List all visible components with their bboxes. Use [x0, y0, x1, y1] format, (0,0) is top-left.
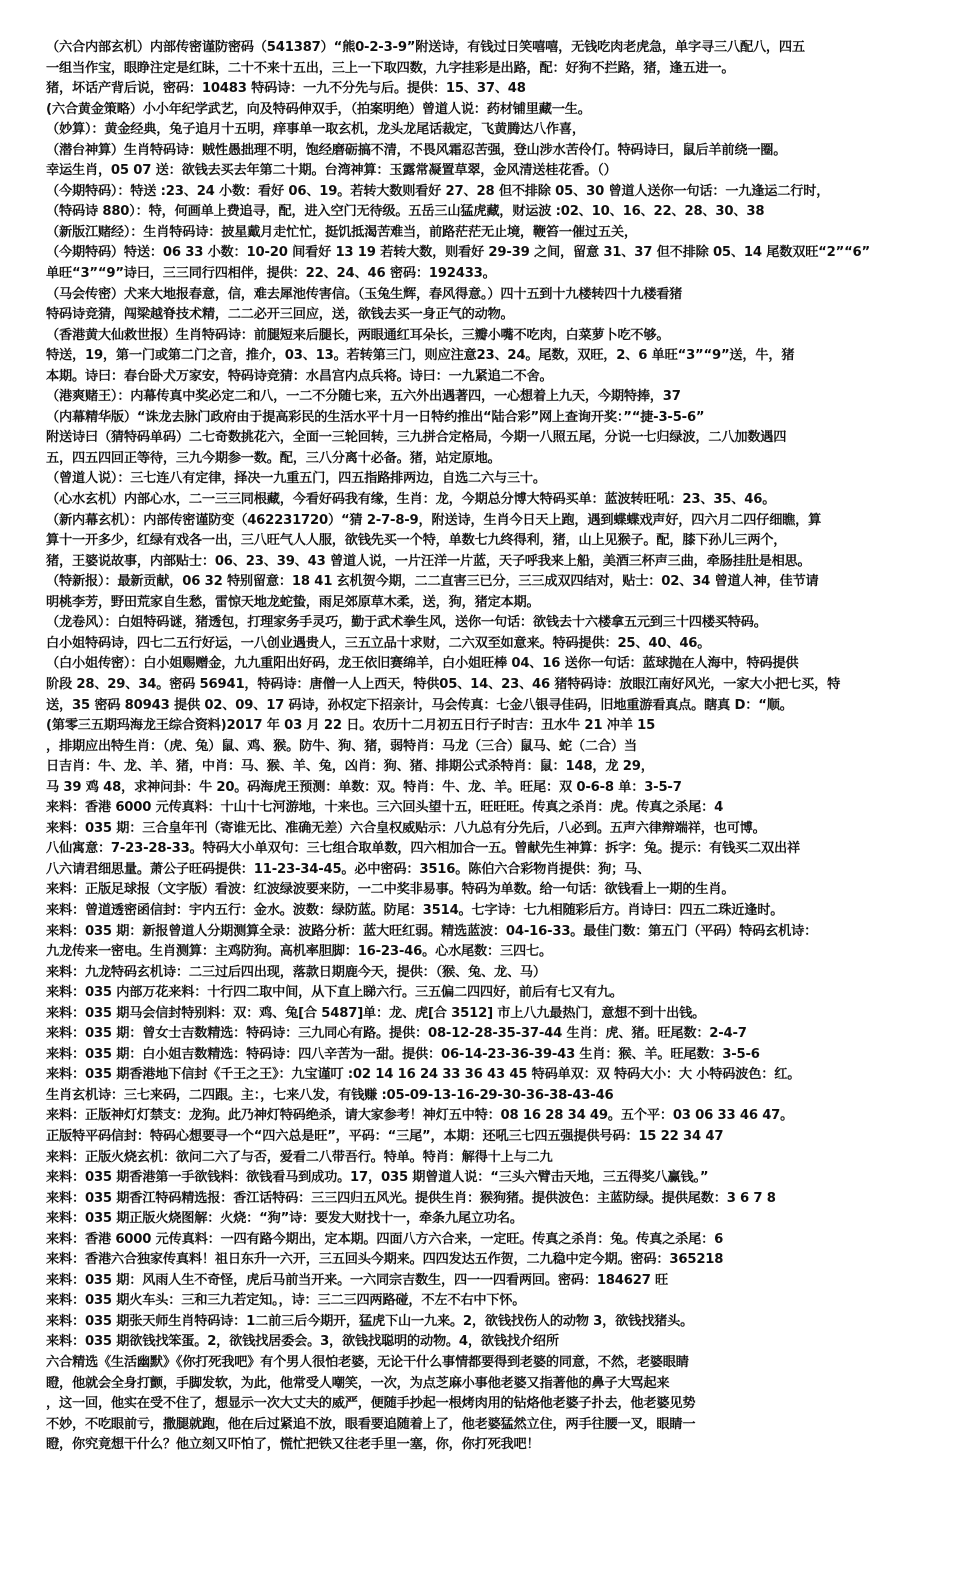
text-line: （今期特码）特送：06 33 小数：10-20 间看好 13 19 若转大数，则看好 29-39 之间，留意 31、37 但不排除 05、14 尾数双旺“2”“6”	[46, 245, 871, 261]
text-line: 来料：香港 6000 元传真料：十山十七河游地，十来也。三六回头望十五，旺旺旺。传真之杀肖：虎。传真之杀尾：4	[46, 800, 724, 816]
text-line: 来料：035 期马会信封特别料：双：鸡、兔[合 5487]单：龙、虎[合 3512] 市上八九最热门，意想不到十出钱。	[46, 1005, 706, 1021]
text-line: （马会传密）犬来大地报春意，信，难去犀池传害信。（玉兔生辉，春风得意。）四十五到十九楼转四十九楼看猪	[46, 286, 683, 302]
text-line: 白小姐特码诗，四七二五行好运，一八创业遇贵人，三五立品十求财，二六双至如意来。特码提供：25、40、46。	[46, 635, 711, 651]
text-line: 特送，19，第一门或第二门之音，推介，03、13。若转第三门，则应注意23、24。尾数，双旺，2、6 单旺“3”“9”送，牛，猪	[46, 348, 795, 364]
text-line: 来料：香港六合独家传真料！祖日东升一六开，三五回头今期来。四四发达五作贺，二九稳中定今期。密码：365218	[46, 1252, 724, 1268]
text-line: 五，四五四回正等待，三九今期参一数。配，三八分离十必备。猪，站定原地。	[46, 450, 501, 466]
text-line: 来料：035 期：新报曾道人分期测算全录：波路分析：蓝大旺红弱。精选蓝波：04-16-33。最佳门数：第五门（平码）特码玄机诗：	[46, 923, 818, 939]
text-line: 来料：035 期香港第一手欲钱料：欲钱看马到成功。17，035 期曾道人说：“三头六臂击天地，三五得奖八赢钱。”	[46, 1170, 709, 1186]
text-line: 来料：九龙特码玄机诗：二三过后四出现，落款日期鹿今天，提供：（猴、兔、龙、马）	[46, 964, 546, 980]
text-line: 来料：035 期：曾女士吉数精选：特码诗：三九同心有路。提供：08-12-28-35-37-44 生肖：虎、猪。旺尾数：2-4-7	[46, 1026, 747, 1042]
text-line: (六合黄金策略）小小年纪学武艺，向及特码伸双手，（拍案明绝）曾道人说：药材铺里藏一生。	[46, 101, 591, 117]
text-line: （龙卷风）：白姐特码谜，猪透包，打理家务手灵巧，勤于武术拳生风，送你一句话：欲钱去十六楼拿五元到三十四楼买特码。	[46, 615, 767, 631]
text-line: 明桃李芳，野田荒家自生愁，雷惊天地龙蛇蛰，雨足郊原草木柔，送，狗，猪定本期。	[46, 594, 540, 610]
text-line: （内幕精华版）“诛龙去脉门政府由于提高彩民的生活水平十月一日特约推出“陆合彩”网上查询开奖：”“捷-3-5-6”	[46, 409, 705, 425]
text-line: 单旺“3”“9”诗曰，三三同行四相伴，提供：22、24、46 密码：192433。	[46, 266, 496, 282]
text-line: （六合内部玄机）内部传密谨防密码（541387）“熊0-2-3-9”附送诗，有钱过日笑嘻嘻，无钱吃肉老虎急，单字寻三八配八，四五	[46, 40, 805, 55]
text-line	[46, 1497, 934, 1518]
text-line: ，排期应出特生肖：（虎、兔）鼠、鸡、猴。防牛、狗、猪，弱特肖：马龙（三合）鼠马、蛇（二合）当	[46, 738, 637, 754]
text-line: 生肖玄机诗：三七来码，二四跟。主：，七来八发，有钱赚 :05-09-13-16-29-30-36-38-43-46	[46, 1087, 614, 1103]
text-line: 来料：香港 6000 元传真料：一四有路今期出，定本期。四面八方六合来，一定旺。传真之杀肖：兔。传真之杀尾：6	[46, 1231, 724, 1247]
text-line: （白小姐传密）：白小姐赐赠金，九九重阳出好码，龙王依旧赛绵羊，白小姐旺棒 04、16 送你一句话：蓝球抛在人海中，特码提供	[46, 656, 799, 672]
text-line: 来料：正版火烧玄机：欲问二六了与否，爱看二八带吾行。特单。特肖：解得十上与二九	[46, 1149, 553, 1165]
text-line: 正版特平码信封：特码心想要寻一个“四六总是旺”，平码：“三尾”，本期：还吼三七四五强提供号码：15 22 34 47	[46, 1128, 724, 1144]
text-line: （新版江赌经）：生肖特码诗：披星戴月走忙忙，挺饥抵渴苦难当，前路茫茫无止境，鞭笞一催过五关，	[46, 224, 637, 240]
text-line: 幸运生肖，05 07 送：欲钱去买去年第二十期。台湾神算：玉露常凝置草翠，金风清送桂花香。（）	[46, 163, 617, 179]
text-line: 一组当作宝，眼睁注定是红眛，二十不来十五出，三上一下取四数，九字挂彩是出路，配：好狗不拦路，猪，逢五进一。	[46, 60, 735, 76]
text-line: 瞪，你究竟想干什么？他立刻又吓怕了，慌忙把铁又往老手里一塞，你，你打死我吧！	[46, 1437, 540, 1453]
text-line	[46, 1558, 934, 1579]
text-line: （今期特码）：特送 :23、24 小数：看好 06、19。若转大数则看好 27、28 但不排除 05、30 曾道人送你一句话：一九逢运二行时，	[46, 183, 830, 199]
text-line: （曾道人说）：三七连八有定律，择决一九重五门，四五指路排两边，自选二六与三十。	[46, 471, 546, 487]
text-line: 算十一开多少，红绿有戏各一出，三八旺气人人服，欲钱先买一个特，单数七九终得利，猪，山上见猴子。配，膝下孙儿三两个，	[46, 533, 787, 549]
text-line: 阶段 28、29、34。密码 56941，特码诗：唐僧一人上西天，特供05、14、23、46 猪特码诗：放眼江南好风光，一家大小把七买，特	[46, 676, 841, 692]
text-line: 猪，王婆说故事，内部贴士：06、23、39、43 曾道人说，一片汪洋一片蓝，天子呼我来上船，美酒三杯声三曲，牵肠挂肚是相思。	[46, 553, 811, 569]
text-line: 本期。诗曰：春台卧犬万家安，特码诗竞猜：水昌宫内点兵将。诗曰：一九紧追二不舍。	[46, 368, 553, 384]
text-line: 来料：035 期张天师生肖特码诗：1二前三后今期开，猛虎下山一九来。2，欲钱找伤人的动物 3，欲钱找猪头。	[46, 1313, 694, 1329]
text-line: 来料：正版足球报（文字版）看波：红波绿波要来防，一二中奖非易事。特码为单数。给一句话：欲钱看上一期的生肖。	[46, 882, 735, 898]
text-line: （潜台神算）生肖特码诗：贼性愚拙理不明，饱经磨砺搞不清，不畏风霜忍苦强，登山涉水苦伶仃。特码诗曰，鼠后羊前绕一圈。	[46, 142, 787, 158]
text-line: ，这一回，他实在受不住了，想显示一次大丈夫的威严，便随手抄起一根烤肉用的钻烙他老婆子扑去，他老婆见势	[46, 1396, 696, 1412]
text-line: 九龙传来一密电。生肖测算：主鸡防狗。高机率胆脚：16-23-46。心水尾数：三四七。	[46, 944, 552, 960]
text-line: （心水玄机）内部心水，二一三三同根藏，今看好码我有缘，生肖：龙，今期总分博大特码买单：蓝波转旺吼：23、35、46。	[46, 492, 776, 508]
text-line: 来料：035 期：三合皇年刊（寄谁无比、准确无差）六合皇权威贴示：八九总有分先后，八必到。五声六律辩端祥，也可博。	[46, 820, 766, 836]
text-line: 来料：正版神灯灯禁支：龙狗。此乃神灯特码绝杀，请大家参考！神灯五中特：08 16 28 34 49。五个平：03 06 33 46 47。	[46, 1108, 794, 1124]
text-line	[46, 1538, 934, 1559]
text-line: 来料：035 期：白小姐吉数精选：特码诗：四八辛苦为一甜。提供：06-14-23-36-39-43 生肖：猴、羊。旺尾数：3-5-6	[46, 1046, 760, 1062]
text-line: 猪，坏话产背后说，密码：10483 特码诗：一九不分先与后。提供：15、37、48	[46, 81, 526, 97]
text-line: 八六请君细思量。萧公子旺码提供：11-23-34-45。必中密码：3516。陈伯六合彩物肖提供：狗；马、	[46, 861, 651, 877]
text-line	[46, 1517, 934, 1538]
text-line: （新内幕玄机）：内部传密谨防变（462231720）“猜 2-7-8-9，附送诗，生肖今日天上跑，遇到蝶蝶戏声好，四六月二四仔细瞧，算	[46, 512, 822, 528]
text-line: 来料：035 期欲钱找笨蛋。2，欲钱找居委会。3，欲钱找聪明的动物。4，欲钱找介绍所	[46, 1334, 559, 1350]
text-line: 来料：035 期火车头：三和三九若定知。，诗：三二三四两路碰，不左不右中下怀。	[46, 1293, 526, 1309]
text-line: 瞪，他就会全身打颤，手脚发软，为此，他常受人嘲笑，一次，为点芝麻小事他老婆又指著他的鼻子大骂起来	[46, 1375, 670, 1391]
text-line: 不妙，不吃眼前亏，撒腿就跑，他在后过紧追不放，眼看要追随着上了，他老婆猛然立住，两手往腰一叉，眼睛一	[46, 1416, 696, 1432]
text-line: 来料：035 期正版火烧图解：火烧：“狗”诗：要发大财找十一，牵条九尾立功名。	[46, 1211, 523, 1227]
text-line: （港爽赌王）：内幕传真中奖必定二和八，一二不分随七来，五六外出遇著四，一心想着上九天，今期特捧，37	[46, 389, 681, 405]
text-line: 日吉肖：牛、龙、羊、猪，中肖：马、猴、羊、兔，凶肖：狗、猪、排期公式杀特肖：鼠：148，龙 29，	[46, 759, 654, 775]
text-line: 来料：035 期：风雨人生不奇怪，虎后马前当开来。一六同宗吉数生，四一一四看两回。密码：184627 旺	[46, 1272, 669, 1288]
text-line: 六合精选《生活幽默》《你打死我吧》有个男人很怕老婆，无论干什么事情都要得到老婆的同意，不然，老婆眼睛	[46, 1355, 689, 1370]
text-line: （妙算）：黄金经典，兔子追月十五明，痒事单一取玄机，龙头龙尾话裁定，飞黄腾达八作喜，	[46, 122, 585, 138]
text-line: 来料：035 期香港地下信封《千王之王》：九宝谨叮 :02 14 16 24 33 36 43 45 特码单双：双 特码大小：大 小特码波色：红。	[46, 1067, 801, 1083]
text-line: 附送诗曰（猜特码单码）二七奇数挑花六，全面一三轮回转，三九拼合定格局，今期一八照五尾，分说一七归绿波，二八加数遇四	[46, 430, 787, 446]
text-line: 送，35 密码 80943 提供 02、09、17 码诗，孙权定下招亲计，马会传真：七金八银寻佳码，旧地重游看真点。瞎真 D：“顺。	[46, 697, 793, 713]
text-line: 八仙寓意：7-23-28-33。特码大小单双句：三七组合取单数，四六相加合一五。曾献先生神算：拆字：兔。提示：有钱买二双出祥	[46, 841, 800, 857]
text-line: 特码诗竞猜，闯梁越脊技术精，二二必开三回应，送，欲钱去买一身正气的动物。	[46, 307, 514, 323]
text-line: 来料：035 期香江特码精选报：香江话特码：三三四归五风光。提供生肖：猴狗猪。提供波色：主蓝防绿。提供尾数：3 6 7 8	[46, 1190, 776, 1206]
text-line: （特新报）：最新贡献，06 32 特别留意：18 41 玄机贺今期，二二直害三已分，三三成双四结对，贴士：02、34 曾道人神，佳节请	[46, 574, 819, 590]
text-line	[46, 1476, 934, 1497]
text-line: 来料：曾道透密函信封：宇内五行：金水。波数：绿防蓝。防尾：3514。七字诗：七九相随彩后方。肖诗曰：四五二珠近逢时。	[46, 902, 784, 918]
text-line: （特码诗 880）：特，何画单上费追寻，配，进入空门无待级。五岳三山猛虎藏，财运波 :02、10、16、22、28、30、38	[46, 204, 765, 220]
text-line: 马 39 鸡 48，求神问卦：牛 20。码海虎王预测：单数：双。特肖：牛、龙、羊。旺尾：双 0-6-8 单：3-5-7	[46, 779, 682, 795]
text-line: （香港黄大仙救世报）生肖特码诗：前腿短来后腿长，两眼通红耳朵长，三瓣小嘴不吃肉，白菜萝卜吃不够。	[46, 327, 670, 343]
text-line: (第零三五期玛海龙王综合资料)2017 年 03 月 22 日。农历十二月初五日行子时吉：丑水牛 21 冲羊 15	[46, 718, 656, 734]
text-line: 来料：035 内部万花来料：十行四二取中间，从下直上睇六行。三五偏二四四好，前后有七又有九。	[46, 985, 623, 1001]
text-line	[46, 1456, 934, 1477]
